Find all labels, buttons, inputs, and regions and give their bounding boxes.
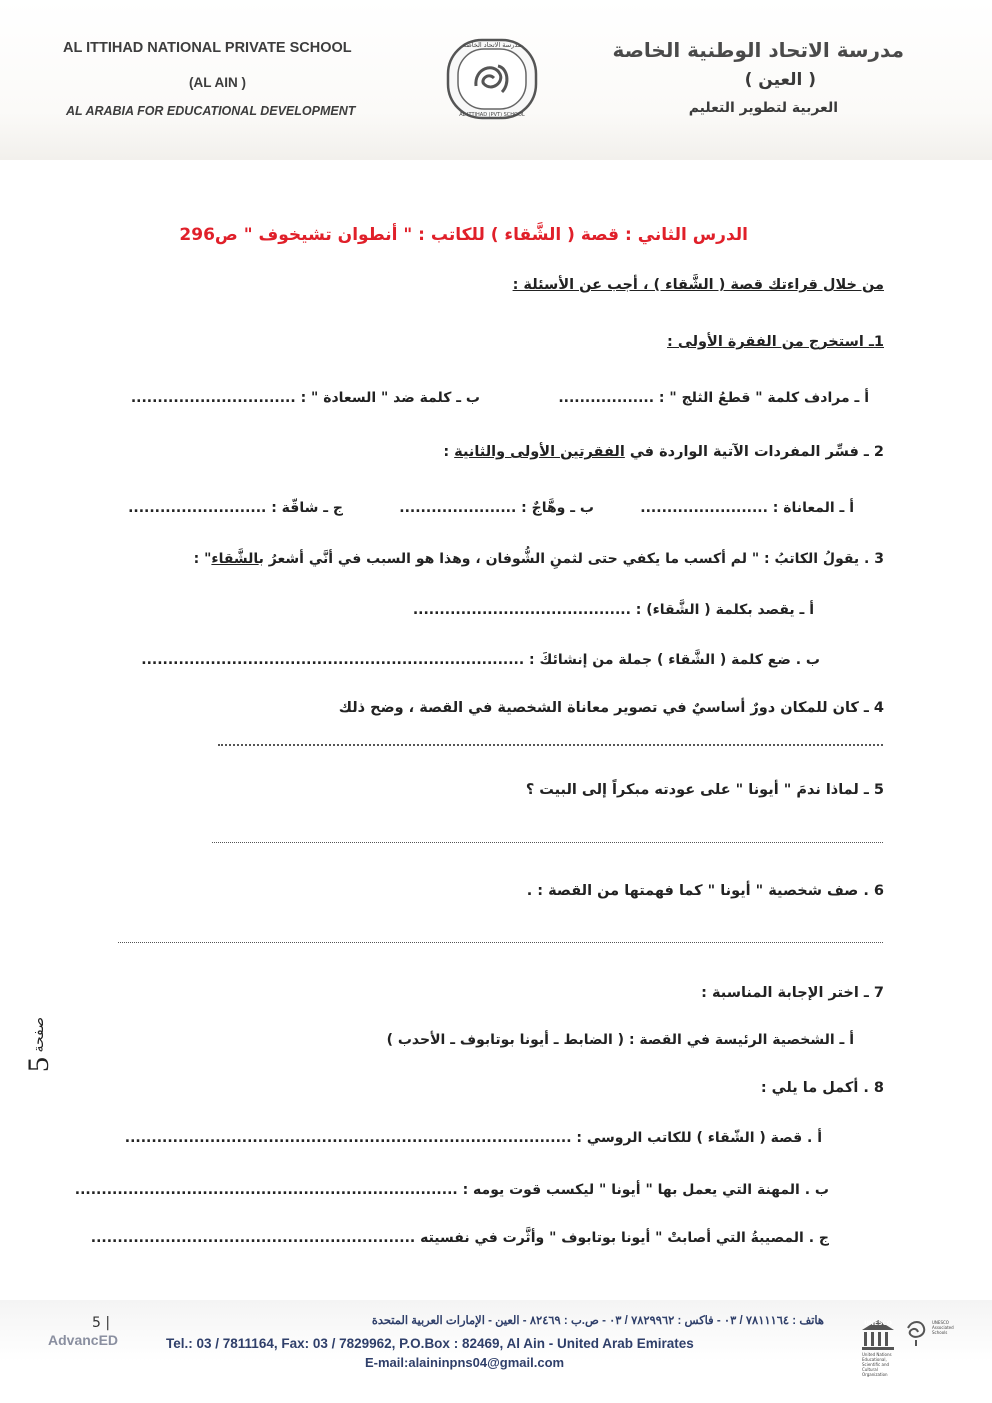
question-8b: ب . المهنة التي يعمل بها " أيونا " ليكسب قوت يومه : ........................................................................ [74,1182,829,1198]
associated-schools-icon [904,1318,928,1348]
side-page-label [22,1000,72,1072]
question-2b: ب ـ وهَّاجٌ : ...................... [399,500,594,516]
question-7a: أ ـ الشخصية الرئيسة في القصة : ( الضابط ـ أيونا بوتابوف ـ الأحدب ) [386,1032,854,1048]
answer-line-4[interactable] [218,744,883,746]
question-8: 8 . أكمل ما يلي : [760,1080,884,1096]
school-city-en: (AL AIN ) [189,75,246,90]
school-name-ar: مدرسة الاتحاد الوطنية الخاصة [612,38,904,62]
footer-email: E-mail:alaininpns04@gmail.com [365,1355,565,1370]
question-1: 1ـ استخرج من الفقرة الأولى : [667,334,884,350]
question-6: 6 . صف شخصية " أيونا " كما فهمتها من القصة : . [526,883,884,899]
question-8a: أ . قصة ( الشّقاء ) للكاتب الروسي : .................................................................................... [124,1130,822,1146]
answer-line-5[interactable] [212,842,883,843]
logo-text-ar: مدرسة الاتحاد الخاصة [462,41,522,49]
school-group-ar: العربية لتطوير التعليم [688,100,838,116]
question-8c: ج . المصيبةُ التي أصابتْ " أيونا بوتابوف " وأثَّرت في نفسيته ............................................................. [90,1230,829,1246]
question-3a: أ ـ يقصد بكلمة ( الشَّقاء) : ......................................... [412,602,814,618]
question-1b: ب ـ كلمة ضد " السعادة " : ............................... [130,390,480,406]
intro-instruction: من خلال قراءتك قصة ( الشَّقاء ) ، أجب عن الأسئلة : [512,277,884,293]
side-page-word: صفحة [31,1017,47,1053]
lesson-title: الدرس الثاني : قصة ( الشَّقاء ) للكاتب : " أنطوان تشيخوف " ص296 [179,225,748,245]
question-2c: ج ـ شاقّة : .......................... [128,500,343,516]
footer-contact-en: Tel.: 03 / 7811164, Fax: 03 / 7829962, P.O.Box : 82469, Al Ain - United Arab Emirates [166,1336,694,1351]
question-2 [443,444,884,460]
advanced-logo: AdvancED [48,1332,119,1348]
school-city-ar: ( العين ) [744,70,816,90]
question-3-end: " : [193,551,212,567]
answer-line-6[interactable] [118,942,883,943]
question-7: 7 ـ اختر الإجابة المناسبة : [701,985,884,1001]
question-5: 5 ـ لماذا ندمَ " أيونا " على عودته مبكراً إلى البيت ؟ [525,782,884,798]
associated-schools-label: UNESCO Associated Schools [932,1320,954,1335]
footer-page-mark: 5 | [92,1315,111,1331]
question-3b: ب . ضع كلمة ( الشَّقاء ) جملة من إنشائكَ : ........................................................................ [141,652,820,668]
unesco-label: UNESCO [864,1320,892,1327]
school-group-en: AL ARABIA FOR EDUCATIONAL DEVELOPMENT [66,104,356,118]
question-4: 4 ـ كان للمكان دورٌ أساسيٌ في تصوير معاناة الشخصية في القصة ، وضح ذلك [338,700,884,716]
school-logo [444,36,540,122]
question-3 [194,551,884,567]
side-page-number: 5 [22,1057,55,1072]
question-1a: أ ـ مرادف كلمة " قطعُ الثلج " : .................. [558,390,869,406]
school-name-en: AL ITTIHAD NATIONAL PRIVATE SCHOOL [63,40,352,56]
question-3-start: 3 . يقولُ الكاتبُ : " لم أكسب ما يكفي حتى لثمنِ الشُّوفان ، وهذا هو السبب في أنَّي أشعرُ ب [258,551,884,567]
question-2-underline: الفقرتين الأولى والثانية [454,444,625,460]
question-2-start: 2 ـ فسِّر المفردات الآتية الواردة في [624,444,884,460]
logo-text-en: AL ITTIHAD (PVT) SCHOOL [459,112,525,118]
question-3-underline: الشَّقاء [211,551,259,567]
footer-contact-ar: هاتف : ٧٨١١١٦٤ / ٠٣ - فاكس : ٧٨٢٩٩٦٢ / ٠٣ - ص.ب : ٨٢٤٦٩ - العين - الإمارات العربية المتحدة [371,1315,824,1327]
unesco-org: United Nations Educational, Scientific and Cultural Organization [862,1352,892,1377]
question-2-end: : [443,444,455,460]
question-2a: أ ـ المعاناة : ........................ [640,500,854,516]
